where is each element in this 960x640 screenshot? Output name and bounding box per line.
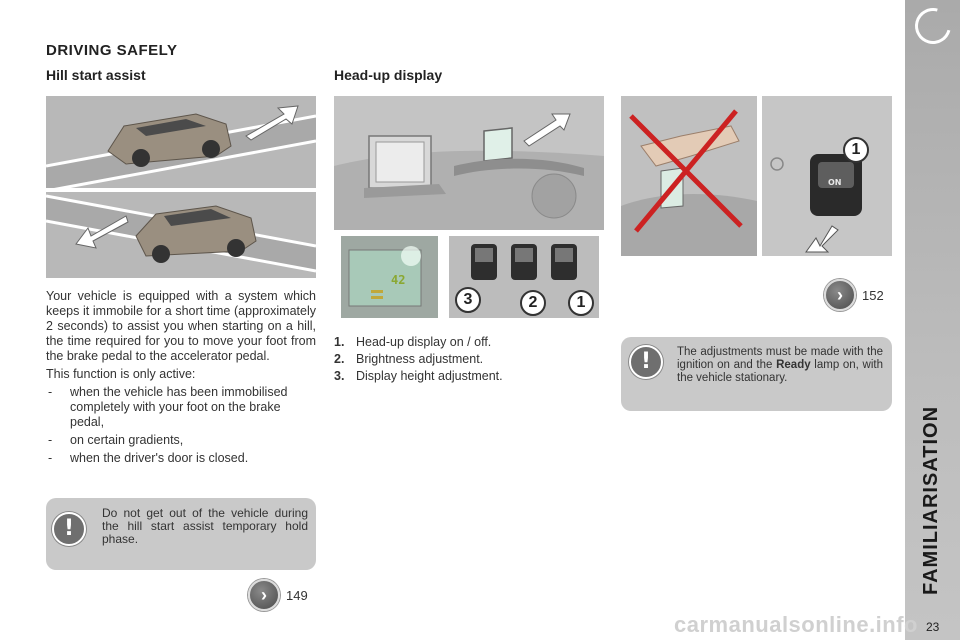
watermark: carmanualsonline.info [674, 612, 918, 637]
hud-function-item: 3. Display height adjustment. [334, 369, 503, 383]
hill-start-body [46, 289, 316, 469]
hill-start-warning-box [46, 498, 316, 570]
switch-on-label: ON [828, 178, 842, 187]
badge-2: 2 [520, 290, 546, 316]
condition-item: - when the vehicle has been immobilised completely with your foot on the brake pedal, [46, 385, 316, 430]
hud-dashboard-illustration [334, 96, 604, 230]
hud-control-button [511, 244, 537, 280]
condition-item: - when the driver's door is closed. [46, 451, 316, 466]
hud-speed-digits: 42 [391, 273, 406, 287]
hud-function-item: 2. Brightness adjustment. [334, 352, 484, 366]
hud-heading: Head-up display [334, 67, 443, 83]
hill-start-ref-page: 149 [286, 587, 308, 603]
chevron-right-icon: › [824, 279, 856, 311]
page-number: 23 [926, 620, 940, 634]
hud-no-touch-illustration [621, 96, 757, 256]
hud-warning-text: The adjustments must be made with the ignition on and the Ready lamp on, with the vehicle stationary. [677, 346, 883, 384]
badge-1: 1 [568, 290, 594, 316]
hud-control-button [551, 244, 577, 280]
hill-start-paragraph: Your vehicle is equipped with a system which keeps it immobile for a short time (approximately 2 seconds) to assist you when starting on a hill, the time required for you to move your foot from the brake pedal to the accelerator pedal. [46, 289, 316, 363]
hud-function-item: 1. Head-up display on / off. [334, 335, 492, 349]
switch-badge-1: 1 [843, 137, 869, 163]
hill-start-conditions [46, 385, 316, 466]
hud-warning-box [621, 337, 892, 411]
condition-item: - on certain gradients, [46, 433, 316, 448]
chevron-right-icon: › [248, 579, 280, 611]
chapter-label: FAMILIARISATION [920, 405, 942, 595]
hill-start-illustration [46, 96, 316, 278]
hud-switch-illustration [762, 96, 892, 256]
hud-screen-closeup [339, 234, 440, 320]
section-title: DRIVING SAFELY [46, 42, 178, 59]
hud-page-ref[interactable] [824, 279, 884, 311]
hud-control-button [471, 244, 497, 280]
exclamation-icon: ! [52, 512, 86, 546]
exclamation-icon: ! [629, 345, 663, 379]
hill-start-warning-text: Do not get out of the vehicle during the hill start assist temporary hold phase. [102, 506, 308, 546]
hill-start-heading: Hill start assist [46, 67, 146, 83]
hud-ref-page: 152 [862, 287, 884, 303]
arrow-pointer-icon [524, 114, 570, 146]
hill-start-page-ref[interactable] [248, 579, 308, 611]
badge-3: 3 [455, 287, 481, 313]
hud-function-list [334, 335, 604, 386]
hill-start-intro: This function is only active: [46, 367, 196, 381]
